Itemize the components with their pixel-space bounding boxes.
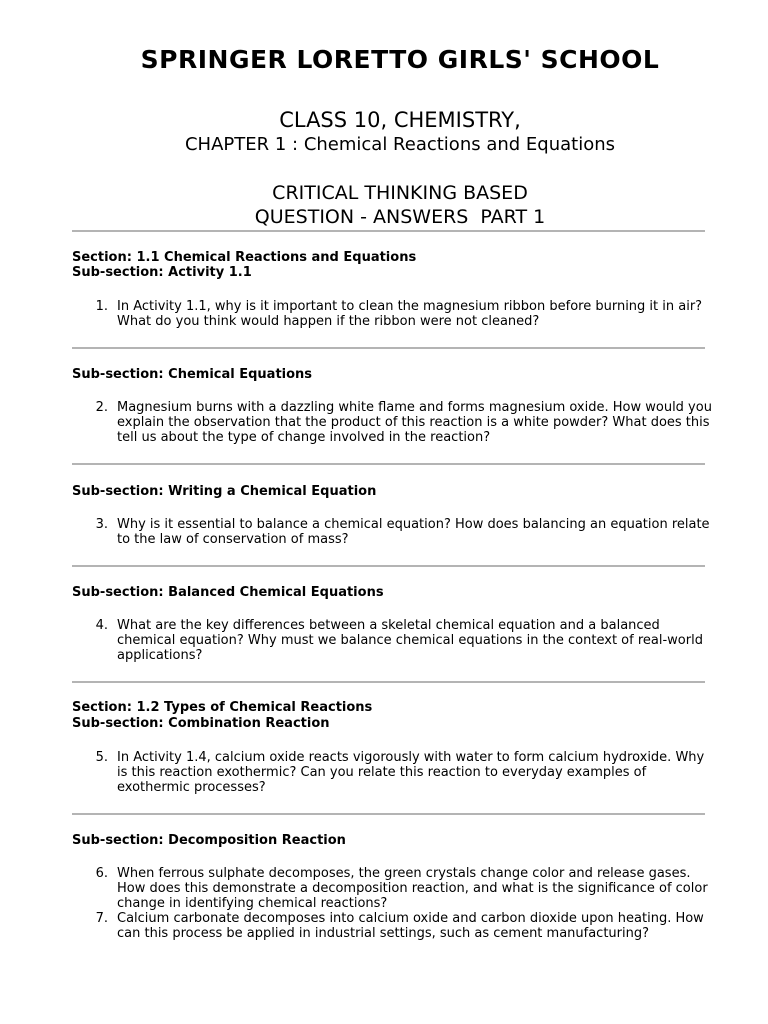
divider <box>72 230 705 232</box>
question-number: 3. <box>95 517 108 532</box>
question-number: 7. <box>95 911 108 926</box>
divider <box>72 813 705 815</box>
section-heading: Section: 1.1 Chemical Reactions and Equations <box>72 250 417 265</box>
chapter-title: CHAPTER 1 : Chemical Reactions and Equations <box>184 134 616 155</box>
question-text: Why is it essential to balance a chemical equation? How does balancing an equation relate to the law of conservation of mass? <box>117 517 710 547</box>
subsection-heading: Sub-section: Combination Reaction <box>72 716 330 731</box>
question-number: 1. <box>95 299 108 314</box>
question-number: 5. <box>95 750 108 765</box>
subsection-heading: Sub-section: Balanced Chemical Equations <box>72 585 384 600</box>
divider <box>72 347 705 349</box>
critical-thinking-title: CRITICAL THINKING BASED <box>272 182 528 204</box>
divider <box>72 463 705 465</box>
question-text: In Activity 1.1, why is it important to clean the magnesium ribbon before burning it in air? What do you think would happen if the ribbon were not cleaned? <box>117 299 703 329</box>
question-text: Calcium carbonate decomposes into calcium oxide and carbon dioxide upon heating. How can this process be applied in industrial settings, such as cement manufacturing? <box>117 911 704 941</box>
divider <box>72 565 705 567</box>
subsection-heading: Sub-section: Chemical Equations <box>72 367 313 382</box>
question-text: What are the key differences between a skeletal chemical equation and a balanced chemical equation? Why must we balance chemical equations in the context of real-world applications? <box>117 618 703 663</box>
section-heading: Section: 1.2 Types of Chemical Reactions <box>72 700 373 715</box>
question-text: When ferrous sulphate decomposes, the green crystals change color and release gases. How does this demonstrate a decomposition reaction, and what is the significance of color change in identifying chemical reactions? <box>117 866 708 911</box>
divider <box>72 681 705 683</box>
question-number: 2. <box>95 400 108 415</box>
school-title: SPRINGER LORETTO GIRLS' SCHOOL <box>140 45 660 74</box>
subsection-heading: Sub-section: Writing a Chemical Equation <box>72 484 377 499</box>
question-answers-title: QUESTION - ANSWERS PART 1 <box>254 206 546 228</box>
class-title: CLASS 10, CHEMISTRY, <box>279 108 521 132</box>
subsection-heading: Sub-section: Activity 1.1 <box>72 265 252 280</box>
subsection-heading: Sub-section: Decomposition Reaction <box>72 833 346 848</box>
question-text: In Activity 1.4, calcium oxide reacts vigorously with water to form calcium hydroxide. Why is this reaction exothermic? Can you relate this reaction to everyday examples of exothermic processes? <box>117 750 705 795</box>
question-text: Magnesium burns with a dazzling white flame and forms magnesium oxide. How would you explain the observation that the product of this reaction is a white powder? What does this tell us about the type of change involved in the reaction? <box>117 400 712 445</box>
question-number: 4. <box>95 618 108 633</box>
question-number: 6. <box>95 866 108 881</box>
